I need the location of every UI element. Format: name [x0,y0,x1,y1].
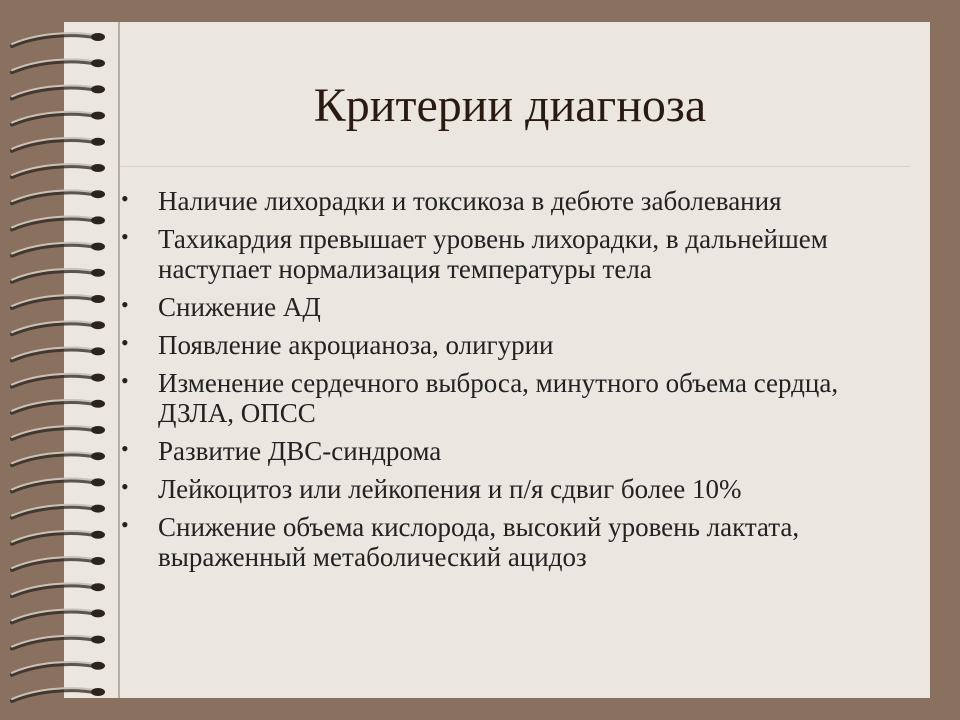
spiral-coil [12,557,105,570]
spiral-coil [12,636,105,649]
spiral-coil [12,112,105,125]
bullet-text: Развитие ДВС-синдрома [158,436,442,466]
bullet-item [118,474,908,504]
spiral-coil [12,243,105,256]
spiral-coil [12,609,105,622]
bullet-dot-icon: • [121,368,129,393]
spiral-binding-icon [0,0,130,720]
bullet-item [118,292,908,322]
bullet-item [118,224,908,284]
bullet-item [118,330,908,360]
bullet-dot-icon: • [121,436,129,461]
bullet-dot-icon: • [121,474,129,499]
spiral-coil [12,531,105,544]
bullet-text: Лейкоцитоз или лейкопения и п/я сдвиг более 10% [158,474,742,504]
bullet-text: Тахикардия превышает уровень лихорадки, в дальнейшем наступает нормализация температуры тела [158,224,828,284]
bullet-dot-icon: • [121,292,129,317]
spiral-coil [12,295,105,308]
spiral-coil [12,59,105,72]
spiral-coil [12,400,105,413]
spiral-coil [12,190,105,203]
spiral-coil [12,347,105,360]
bullet-item [118,436,908,466]
bullet-item [118,512,908,572]
spiral-coil [12,138,105,151]
bullet-list [118,186,908,580]
bullet-text: Снижение АД [158,292,321,322]
spiral-coil [12,85,105,98]
title-divider [120,166,910,167]
spiral-coil [12,583,105,596]
bullet-dot-icon: • [121,186,129,211]
spiral-coil [12,374,105,387]
spiral-coil [12,452,105,465]
bullet-dot-icon: • [121,330,129,355]
bullet-item [118,186,908,216]
spiral-coil [12,478,105,491]
bullet-dot-icon: • [121,512,129,537]
bullet-text: Наличие лихорадки и токсикоза в дебюте заболевания [158,186,782,216]
bullet-text: Появление акроцианоза, олигурии [158,330,554,360]
spiral-coil [12,216,105,229]
bullet-item [118,368,908,428]
slide-title: Критерии диагноза [313,79,707,132]
spiral-coil [12,33,105,46]
spiral-coil [12,321,105,334]
spiral-coil [12,269,105,282]
spiral-coil [12,505,105,518]
spiral-coil [12,426,105,439]
bullet-text: Изменение сердечного выброса, минутного объема сердца, ДЗЛА, ОПСС [158,368,839,428]
spiral-coil [12,164,105,177]
spiral-coil [12,688,105,701]
spiral-coil [12,662,105,675]
bullet-dot-icon: • [121,224,129,249]
bullet-text: Снижение объема кислорода, высокий уровень лактата, выраженный метаболический ацидоз [158,512,800,572]
